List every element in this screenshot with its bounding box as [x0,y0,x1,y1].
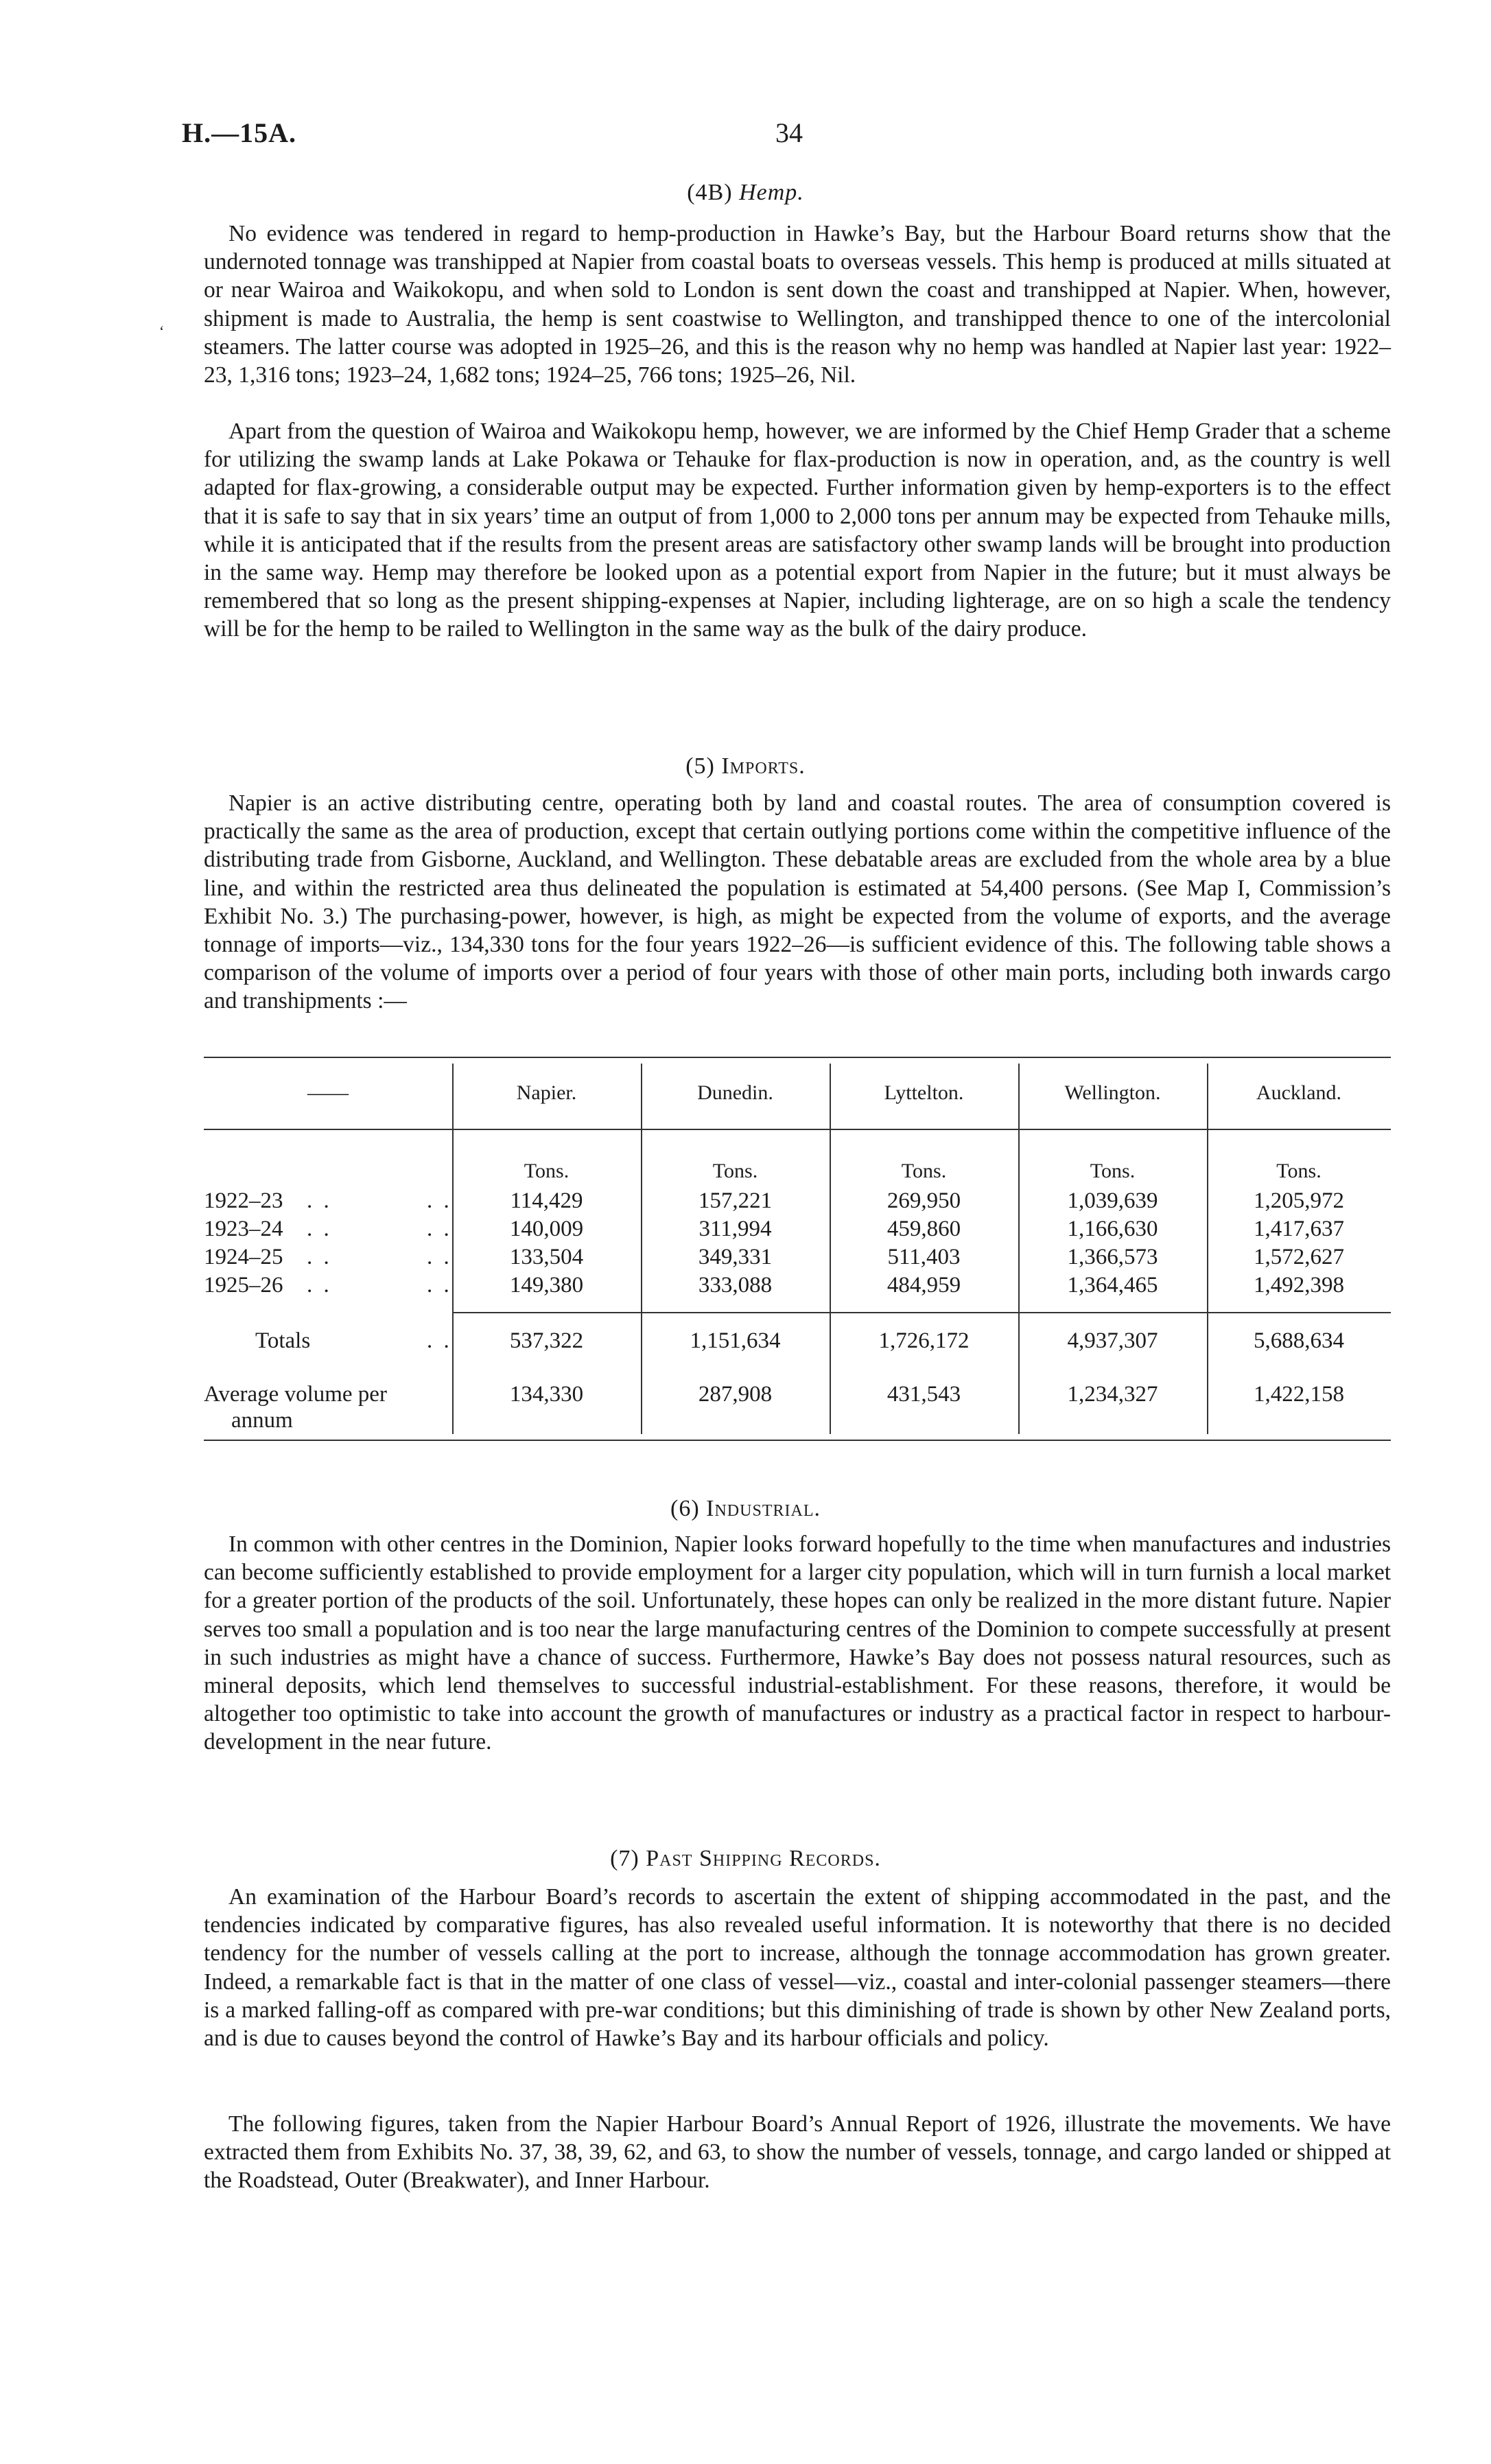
table-cell: 4,937,307 [1067,1328,1158,1353]
table-cell: 349,331 [698,1245,773,1269]
table-cell: 431,543 [887,1382,961,1407]
row-label: 1925–26 [204,1273,283,1298]
leader-dots: . . [307,1273,332,1298]
section-number: (4B) [687,180,733,205]
paragraph-imports-1: Napier is an active distributing centre, operating both by land and coastal routes. The area of consumption covered is practically the same as the area of production, except that certain outlying portions come within the competitive influence of the distributing trade from Gisborne, Auckland, and Wellington. These debatable areas are excluded from the whole area by a blue line, and within the restricted area thus delineated the population is estimated at 54,400 persons. (See Map I, Commission’s Exhibit No. 3.) The purchasing-power, however, is high, as might be expected from the volume of exports, and the average tonnage of imports—viz., 134,330 tons for the four years 1922–26—is sufficient evidence of this. The following table shows a comparison of the volume of imports over a period of four years with those of other main ports, including both inwards cargo and transhipments :— [204,790,1391,1014]
table-cell: 1,417,637 [1254,1217,1344,1241]
table-cell: 333,088 [698,1273,773,1298]
table-rule [204,1129,1391,1130]
paragraph-shipping-2: The following figures, taken from the Napier Harbour Board’s Annual Report of 1926, illustrate the movements. We have extracted them from Exhibits No. 37, 38, 39, 62, and 63, to show the number of vessels, tonnage, and cargo landed or shipped at the Roadstead, Outer (Breakwater), and Inner Harbour. [204,2111,1391,2194]
table-rule [204,1057,1391,1058]
table-cell: 537,322 [509,1328,584,1353]
leader-dots: . . [427,1273,452,1298]
table-cell: 1,166,630 [1067,1217,1158,1241]
section-number: (7) [610,1846,639,1871]
table-cell: 1,422,158 [1254,1382,1344,1407]
column-header-napier: Napier. [516,1081,577,1104]
row-label: Average volume per [204,1382,387,1407]
table-cell: 287,908 [698,1382,773,1407]
table-cell: 1,366,573 [1067,1245,1158,1269]
table-cell: 311,994 [698,1217,772,1241]
table-cell: 459,860 [887,1217,961,1241]
units-label: Tons. [524,1160,570,1182]
units-label: Tons. [1276,1160,1322,1182]
table-cell: 1,151,634 [690,1328,781,1353]
leader-dots: . . [307,1188,332,1213]
table-cell: 149,380 [509,1273,584,1298]
section-title: Past Shipping Records. [646,1846,881,1871]
table-cell: 1,205,972 [1254,1188,1344,1213]
table-cell: 1,492,398 [1254,1273,1344,1298]
leader-dots: . . [427,1188,452,1213]
table-cell: 1,039,639 [1067,1188,1158,1213]
section-title: Hemp. [739,180,804,205]
leader-dots: . . [427,1328,452,1353]
row-label: 1922–23 [204,1188,283,1213]
paragraph-industrial-1: In common with other centres in the Dominion, Napier looks forward hopefully to the time when manufactures and industries can become sufficiently established to provide employment for a larger city population, which will in turn furnish a local market for a greater portion of the products of the soil. Unfortunately, these hopes can only be realized in the more distant future. Napier serves too small a population and is too near the large manufacturing centres of the Dominion to compete successfully at present in such industries as might have a chance of success. Furthermore, Hawke’s Bay does not possess natural resources, such as mineral deposits, which lend themselves to successful industrial-establishment. For these reasons, therefore, it would be altogether too optimistic to take into account the growth of manufactures or industry as a practical factor in respect to harbour-development in the near future. [204,1532,1391,1755]
units-label: Tons. [712,1160,758,1182]
section-title: Industrial. [706,1496,821,1521]
table-cell: 114,429 [510,1188,583,1213]
units-label: Tons. [901,1160,947,1182]
leader-dots: . . [427,1245,452,1269]
table-rule [204,1440,1391,1441]
section-number: (6) [670,1496,700,1521]
table-cell: 511,403 [887,1245,961,1269]
document-reference: H.—15A. [182,117,296,148]
imports-table [204,1057,1391,1441]
leader-dots: . . [307,1245,332,1269]
table-cell: 1,572,627 [1254,1245,1344,1269]
units-label: Tons. [1090,1160,1136,1182]
table-cell: 1,234,327 [1067,1382,1158,1407]
section-heading-hemp [0,180,1491,206]
row-label: 1923–24 [204,1217,283,1241]
table-cell: 134,330 [509,1382,584,1407]
page-number: 34 [775,117,803,148]
section-heading-shipping [0,1846,1491,1872]
table-cell: 269,950 [887,1188,961,1213]
table-cell: 1,726,172 [878,1328,970,1353]
leader-dots: . . [307,1217,332,1241]
paragraph-shipping-1: An examination of the Harbour Board’s records to ascertain the extent of shipping accommodated in the past, and the tendencies indicated by comparative figures, has also revealed useful information. It is noteworthy that there is no decided tendency for the number of vessels calling at the port to increase, although the tonnage accommodation has grown greater. Indeed, a remarkable fact is that in the matter of one class of vessel—viz., coastal and inter-colonial passenger steamers—there is a marked falling-off as compared with pre-war conditions; but this diminishing of trade is shown by other New Zealand ports, and is due to causes beyond the control of Hawke’s Bay and its harbour officials and policy. [204,1884,1391,2052]
table-cell: 484,959 [887,1273,961,1298]
leader-dots: . . [427,1217,452,1241]
paragraph-hemp-1: No evidence was tendered in regard to hemp-production in Hawke’s Bay, but the Harbour Board returns show that the undernoted tonnage was transhipped at Napier from coastal boats to overseas vessels. This hemp is produced at mills situated at or near Wairoa and Waikokopu, and when sold to London is sent down the coast and transhipped at Napier. When, however, shipment is made to Australia, the hemp is sent coastwise to Wellington, and transhipped thence to one of the intercolonial steamers. The latter course was adopted in 1925–26, and this is the reason why no hemp was handled at Napier last year: 1922–23, 1,316 tons; 1923–24, 1,682 tons; 1924–25, 766 tons; 1925–26, Nil. [204,221,1391,388]
stub-header: —— [307,1081,349,1104]
section-heading-imports [0,753,1491,779]
section-number: (5) [685,753,715,779]
margin-mark: ‘ [159,322,165,340]
column-header-auckland: Auckland. [1256,1081,1342,1104]
table-cell: 5,688,634 [1254,1328,1344,1353]
column-header-dunedin: Dunedin. [697,1081,773,1104]
table-cell: 133,504 [509,1245,584,1269]
row-label-continued: annum [231,1408,293,1433]
table-cell: 157,221 [698,1188,773,1213]
row-label: Totals [255,1328,311,1353]
table-rule [452,1312,1391,1313]
column-header-lyttelton: Lyttelton. [884,1081,964,1104]
row-label: 1924–25 [204,1245,283,1269]
section-title: Imports. [721,753,806,779]
section-heading-industrial [0,1496,1491,1522]
paragraph-hemp-2: Apart from the question of Wairoa and Waikokopu hemp, however, we are informed by the Chief Hemp Grader that a scheme for utilizing the swamp lands at Lake Pokawa or Tehauke for flax-production is now in operation, and, as the country is well adapted for flax-growing, a considerable output may be expected. Further information given by hemp-exporters is to the effect that it is safe to say that in six years’ time an output of from 1,000 to 2,000 tons per annum may be expected from Tehauke mills, while it is anticipated that if the results from the present areas are satisfactory other swamp lands will be brought into production in the same way. Hemp may therefore be looked upon as a potential export from Napier in the future; but it must always be remembered that so long as the present shipping-expenses at Napier, including lighterage, are on so high a scale the tendency will be for the hemp to be railed to Wellington in the same way as the bulk of the dairy produce. [204,419,1391,642]
table-cell: 140,009 [509,1217,584,1241]
column-header-wellington: Wellington. [1064,1081,1161,1104]
table-cell: 1,364,465 [1067,1273,1158,1298]
